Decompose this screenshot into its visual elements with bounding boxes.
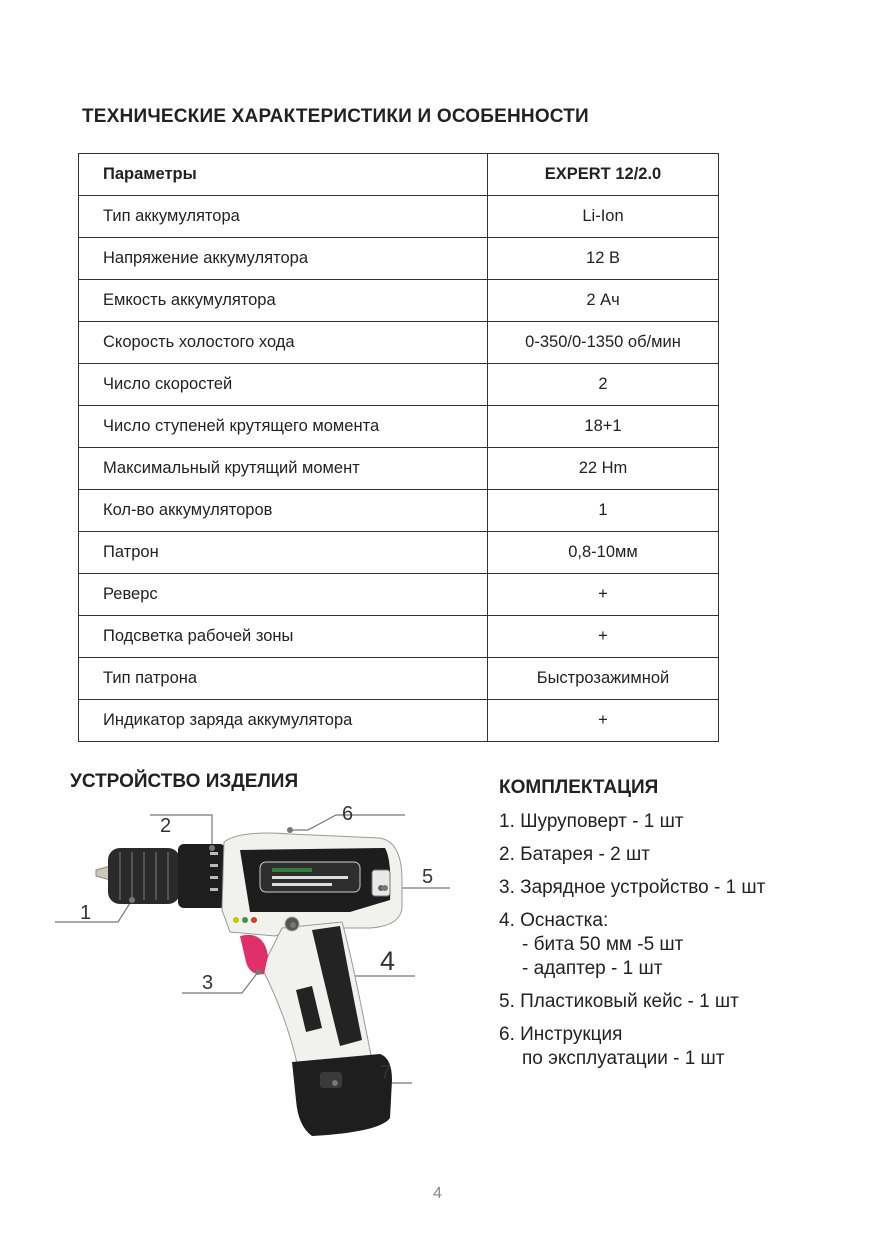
row-value: 1 bbox=[488, 490, 719, 532]
callout-2: 2 bbox=[160, 815, 172, 837]
table-row bbox=[79, 448, 719, 490]
table-row bbox=[79, 700, 719, 742]
kit-item-label: 5. Пластиковый кейс - 1 шт bbox=[499, 991, 739, 1012]
list-item bbox=[499, 876, 765, 900]
row-param: Число скоростей bbox=[79, 364, 488, 406]
table-row bbox=[79, 574, 719, 616]
kit-item-label: 3. Зарядное устройство - 1 шт bbox=[499, 877, 766, 898]
table-row bbox=[79, 196, 719, 238]
page-title: ТЕХНИЧЕСКИЕ ХАРАКТЕРИСТИКИ И ОСОБЕННОСТИ bbox=[82, 106, 589, 127]
row-value: 18+1 bbox=[488, 406, 719, 448]
table-row bbox=[79, 490, 719, 532]
table-header-row bbox=[79, 154, 719, 196]
table-row bbox=[79, 406, 719, 448]
row-value: 12 В bbox=[488, 238, 719, 280]
row-value: 0,8-10мм bbox=[488, 532, 719, 574]
row-param: Кол-во аккумуляторов bbox=[79, 490, 488, 532]
kit-subitem: - адаптер - 1 шт bbox=[522, 958, 663, 979]
row-value: + bbox=[488, 574, 719, 616]
kit-section-title: КОМПЛЕКТАЦИЯ bbox=[499, 777, 659, 798]
row-param: Напряжение аккумулятора bbox=[79, 238, 488, 280]
row-value: + bbox=[488, 700, 719, 742]
table-row bbox=[79, 238, 719, 280]
callout-1: 1 bbox=[80, 902, 92, 924]
direction-switch-icon bbox=[372, 870, 390, 896]
list-item bbox=[499, 990, 765, 1014]
row-value: Быстрозажимной bbox=[488, 658, 719, 700]
page-number: 4 bbox=[433, 1185, 442, 1202]
row-param: Тип аккумулятора bbox=[79, 196, 488, 238]
row-value: 2 bbox=[488, 364, 719, 406]
row-param: Емкость аккумулятора bbox=[79, 280, 488, 322]
kit-item-label: 2. Батарея - 2 шт bbox=[499, 844, 650, 865]
battery-icon bbox=[292, 1054, 392, 1136]
row-param: Максимальный крутящий момент bbox=[79, 448, 488, 490]
callout-7: 7 bbox=[380, 1062, 392, 1084]
list-item bbox=[499, 810, 765, 834]
table-row bbox=[79, 532, 719, 574]
table-row bbox=[79, 322, 719, 364]
row-param: Патрон bbox=[79, 532, 488, 574]
callout-3: 3 bbox=[202, 972, 214, 994]
table-row bbox=[79, 658, 719, 700]
header-param: Параметры bbox=[79, 154, 488, 196]
kit-item-label: 6. Инструкция bbox=[499, 1024, 623, 1045]
row-value: 22 Hm bbox=[488, 448, 719, 490]
specs-table bbox=[78, 153, 719, 742]
row-value: + bbox=[488, 616, 719, 658]
callout-4: 4 bbox=[380, 946, 396, 976]
callout-5: 5 bbox=[422, 866, 434, 888]
header-value: EXPERT 12/2.0 bbox=[488, 154, 719, 196]
drill-illustration bbox=[50, 800, 470, 1140]
list-item bbox=[499, 1023, 765, 1071]
callout-6: 6 bbox=[342, 803, 354, 825]
torque-ring-icon bbox=[178, 844, 226, 908]
trigger-icon bbox=[240, 935, 268, 974]
table-row bbox=[79, 616, 719, 658]
row-param: Индикатор заряда аккумулятора bbox=[79, 700, 488, 742]
device-section-title: УСТРОЙСТВО ИЗДЕЛИЯ bbox=[70, 771, 299, 792]
kit-item-label: 4. Оснастка: bbox=[499, 910, 609, 931]
row-param: Реверс bbox=[79, 574, 488, 616]
row-value: Li-Ion bbox=[488, 196, 719, 238]
row-param: Тип патрона bbox=[79, 658, 488, 700]
bit-icon bbox=[96, 866, 110, 880]
kit-item-label: 1. Шуруповерт - 1 шт bbox=[499, 811, 684, 832]
row-param: Скорость холостого хода bbox=[79, 322, 488, 364]
list-item bbox=[499, 909, 765, 981]
list-item bbox=[499, 843, 765, 867]
table-row bbox=[79, 280, 719, 322]
row-value: 0-350/0-1350 об/мин bbox=[488, 322, 719, 364]
kit-list bbox=[499, 810, 765, 1080]
row-param: Число ступеней крутящего момента bbox=[79, 406, 488, 448]
row-value: 2 Ач bbox=[488, 280, 719, 322]
kit-subitem: - бита 50 мм -5 шт bbox=[522, 934, 684, 955]
table-row bbox=[79, 364, 719, 406]
row-param: Подсветка рабочей зоны bbox=[79, 616, 488, 658]
kit-subitem: по эксплуатации - 1 шт bbox=[522, 1048, 725, 1069]
